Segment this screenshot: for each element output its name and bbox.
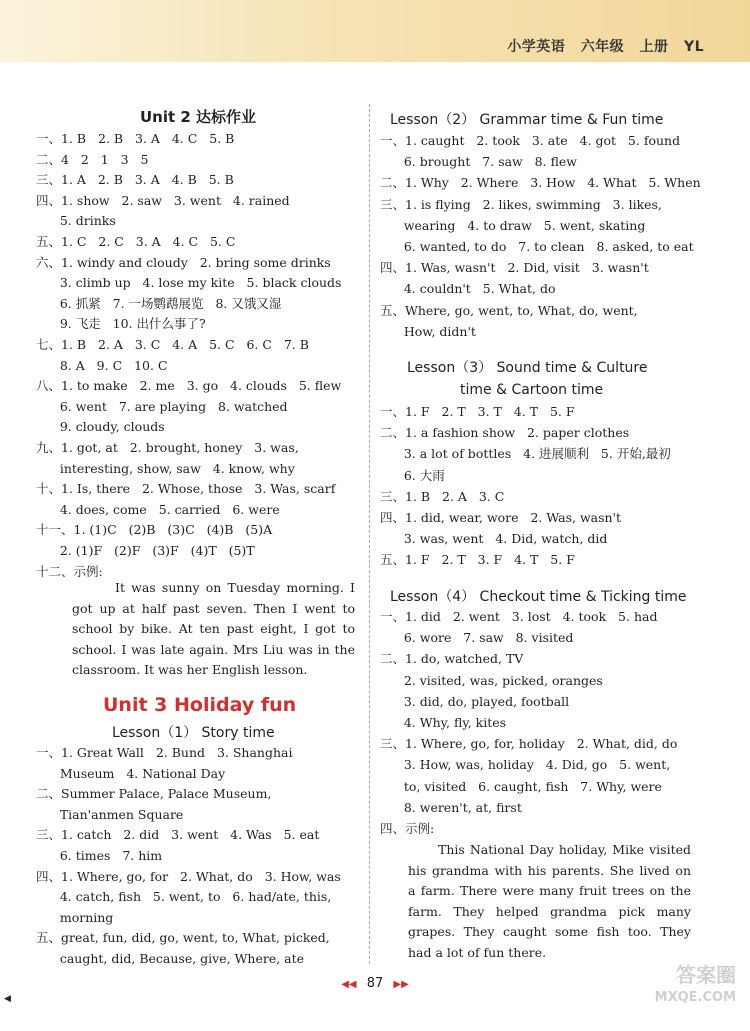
answer-line: 十、1. Is, there 2. Whose, those 3. Was, scarf [36, 481, 336, 497]
next-page-arrows[interactable]: ▶▶ [393, 979, 409, 990]
answer-line: 一、1. did 2. went 3. lost 4. took 5. had [380, 609, 658, 624]
answer-line: 三、1. Where, go, for, holiday 2. What, did, do [380, 736, 678, 752]
answer-line: 4. couldn't 5. What, do [380, 281, 556, 297]
header-subject: 小学英语 [507, 39, 566, 55]
answer-line: 三、1. is flying 2. likes, swimming 3. likes, [380, 196, 662, 212]
answer-line: 6. went 7. are playing 8. watched [36, 398, 288, 414]
answer-line: 3. climb up 4. lose my kite 5. black clouds [36, 275, 342, 291]
answer-line: 六、1. windy and cloudy 2. bring some drinks [36, 254, 331, 270]
answer-line: 四、示例: [380, 821, 435, 836]
answer-line: 一、1. caught 2. took 3. ate 4. got 5. found [380, 133, 681, 148]
answer-line: 十二、示例: [36, 563, 103, 579]
answer-line: 2. (1)F (2)F (3)F (4)T (5)T [36, 543, 255, 558]
page-footer [0, 976, 750, 991]
answer-line: 2. visited, was, picked, oranges [380, 672, 603, 688]
answer-line: 9. cloudy, clouds [36, 419, 165, 435]
answer-line: 6. brought 7. saw 8. flew [380, 154, 578, 170]
unit2-essay: It was sunny on Tuesday morning. I got up at half past seven. Then I went to school by bike. At ten past eight, I got to school. I was late again. Mrs Liu was in the classroom. It was her English lesson. [72, 580, 355, 677]
answer-line: 四、1. did, wear, wore 2. Was, wasn't [380, 510, 622, 525]
watermark-line2: MXQE.COM [654, 990, 736, 1005]
prev-page-arrows[interactable]: ◀◀ [341, 979, 357, 990]
answer-line: 6. wore 7. saw 8. visited [380, 630, 574, 646]
answer-line: 6. wanted, to do 7. to clean 8. asked, to eat [380, 239, 694, 254]
answer-line: 8. weren't, at, first [380, 799, 522, 815]
watermark [655, 960, 736, 1006]
answer-line: caught, did, Because, give, Where, ate [36, 951, 305, 966]
answer-line: 二、1. a fashion show 2. paper clothes [380, 425, 630, 441]
answer-line: 3. How, was, holiday 4. Did, go 5. went, [380, 757, 671, 773]
unit2-title: Unit 2 达标作业 [140, 108, 257, 126]
answer-line: interesting, show, saw 4. know, why [36, 460, 295, 476]
answer-line: 二、1. Why 2. Where 3. How 4. What 5. When [380, 175, 701, 191]
answer-line: 3. was, went 4. Did, watch, did [380, 531, 608, 547]
answer-line: to, visited 6. caught, fish 7. Why, were [380, 778, 662, 794]
answer-line: 9. 飞走 10. 出什么事了? [36, 316, 206, 332]
lesson3-title-line1: Lesson（3） Sound time & Culture [407, 360, 648, 376]
watermark-line1: 答案圈 [676, 963, 736, 987]
lesson3-title-line2: time & Cartoon time [460, 382, 604, 398]
lesson1-title: Lesson（1） Story time [112, 725, 275, 741]
page-number: 87 [366, 976, 384, 991]
answer-line: 一、1. F 2. T 3. T 4. T 5. F [380, 404, 575, 419]
answer-line: 二、Summer Palace, Palace Museum, [36, 786, 272, 802]
answer-line: 九、1. got, at 2. brought, honey 3. was, [36, 440, 299, 455]
answer-line: 6. times 7. him [36, 848, 163, 863]
answer-line: 6. 大雨 [380, 467, 445, 483]
lesson4-title: Lesson（4） Checkout time & Ticking time [390, 589, 687, 605]
answer-line: 5. drinks [36, 213, 116, 229]
answer-line: Museum 4. National Day [36, 765, 226, 781]
answer-line: wearing 4. to draw 5. went, skating [380, 217, 646, 233]
answer-line: 二、4 2 1 3 5 [36, 151, 149, 167]
answer-line: 4. catch, fish 5. went, to 6. had/ate, this, [36, 889, 332, 905]
answer-line: 十一、1. (1)C (2)B (3)C (4)B (5)A [36, 522, 273, 538]
header-volume: 上册 [639, 39, 669, 55]
header-grade: 六年级 [580, 39, 625, 55]
answer-line: 8. A 9. C 10. C [36, 357, 168, 373]
answer-line: 七、1. B 2. A 3. C 4. A 5. C 6. C 7. B [36, 337, 309, 352]
answer-line: 五、Where, go, went, to, What, do, went, [380, 302, 638, 318]
answer-line: 一、1. B 2. B 3. A 4. C 5. B [36, 131, 235, 146]
unit3-title: Unit 3 Holiday fun [103, 694, 297, 716]
answer-line: 三、1. catch 2. did 3. went 4. Was 5. eat [36, 827, 320, 843]
header-edition: YL [683, 39, 704, 55]
answer-line: Tian'anmen Square [36, 806, 184, 822]
answer-line: 二、1. do, watched, TV [380, 651, 524, 667]
answer-line: 6. 抓紧 7. 一场鹦鹉展览 8. 又饿又湿 [36, 295, 282, 311]
answer-line: 五、1. C 2. C 3. A 4. C 5. C [36, 234, 236, 249]
answer-line: 4. Why, fly, kites [380, 715, 507, 730]
answer-line: 3. a lot of bottles 4. 进展顺利 5. 开始,最初 [380, 446, 671, 462]
lesson2-title: Lesson（2） Grammar time & Fun time [390, 112, 664, 128]
answer-line: 四、1. show 2. saw 3. went 4. rained [36, 192, 290, 208]
answer-line: 五、great, fun, did, go, went, to, What, picked, [36, 930, 330, 946]
answer-line: 三、1. B 2. A 3. C [380, 488, 505, 504]
corner-arrow-icon: ◀ [4, 994, 11, 1004]
answer-line: 八、1. to make 2. me 3. go 4. clouds 5. flew [36, 378, 342, 394]
answer-line: 四、1. Was, wasn't 2. Did, visit 3. wasn't [380, 260, 649, 276]
column-divider [369, 104, 370, 964]
answer-line: 四、1. Where, go, for 2. What, do 3. How, was [36, 868, 341, 884]
answer-line: 三、1. A 2. B 3. A 4. B 5. B [36, 172, 234, 188]
answer-line: How, didn't [380, 323, 476, 339]
header-info [497, 36, 704, 56]
answer-line: morning [36, 909, 114, 925]
answer-line: 五、1. F 2. T 3. F 4. T 5. F [380, 552, 575, 568]
answer-line: 4. does, come 5. carried 6. were [36, 501, 280, 517]
answer-line: 一、1. Great Wall 2. Bund 3. Shanghai [36, 745, 293, 760]
lesson4-essay: This National Day holiday, Mike visited his grandma with his parents. She lived on a farm. There were many fruit trees on the farm. They helped grandma pick many grapes. They caught some fish too. They had a lot of fun there. [408, 842, 691, 960]
answer-line: 3. did, do, played, football [380, 693, 570, 709]
